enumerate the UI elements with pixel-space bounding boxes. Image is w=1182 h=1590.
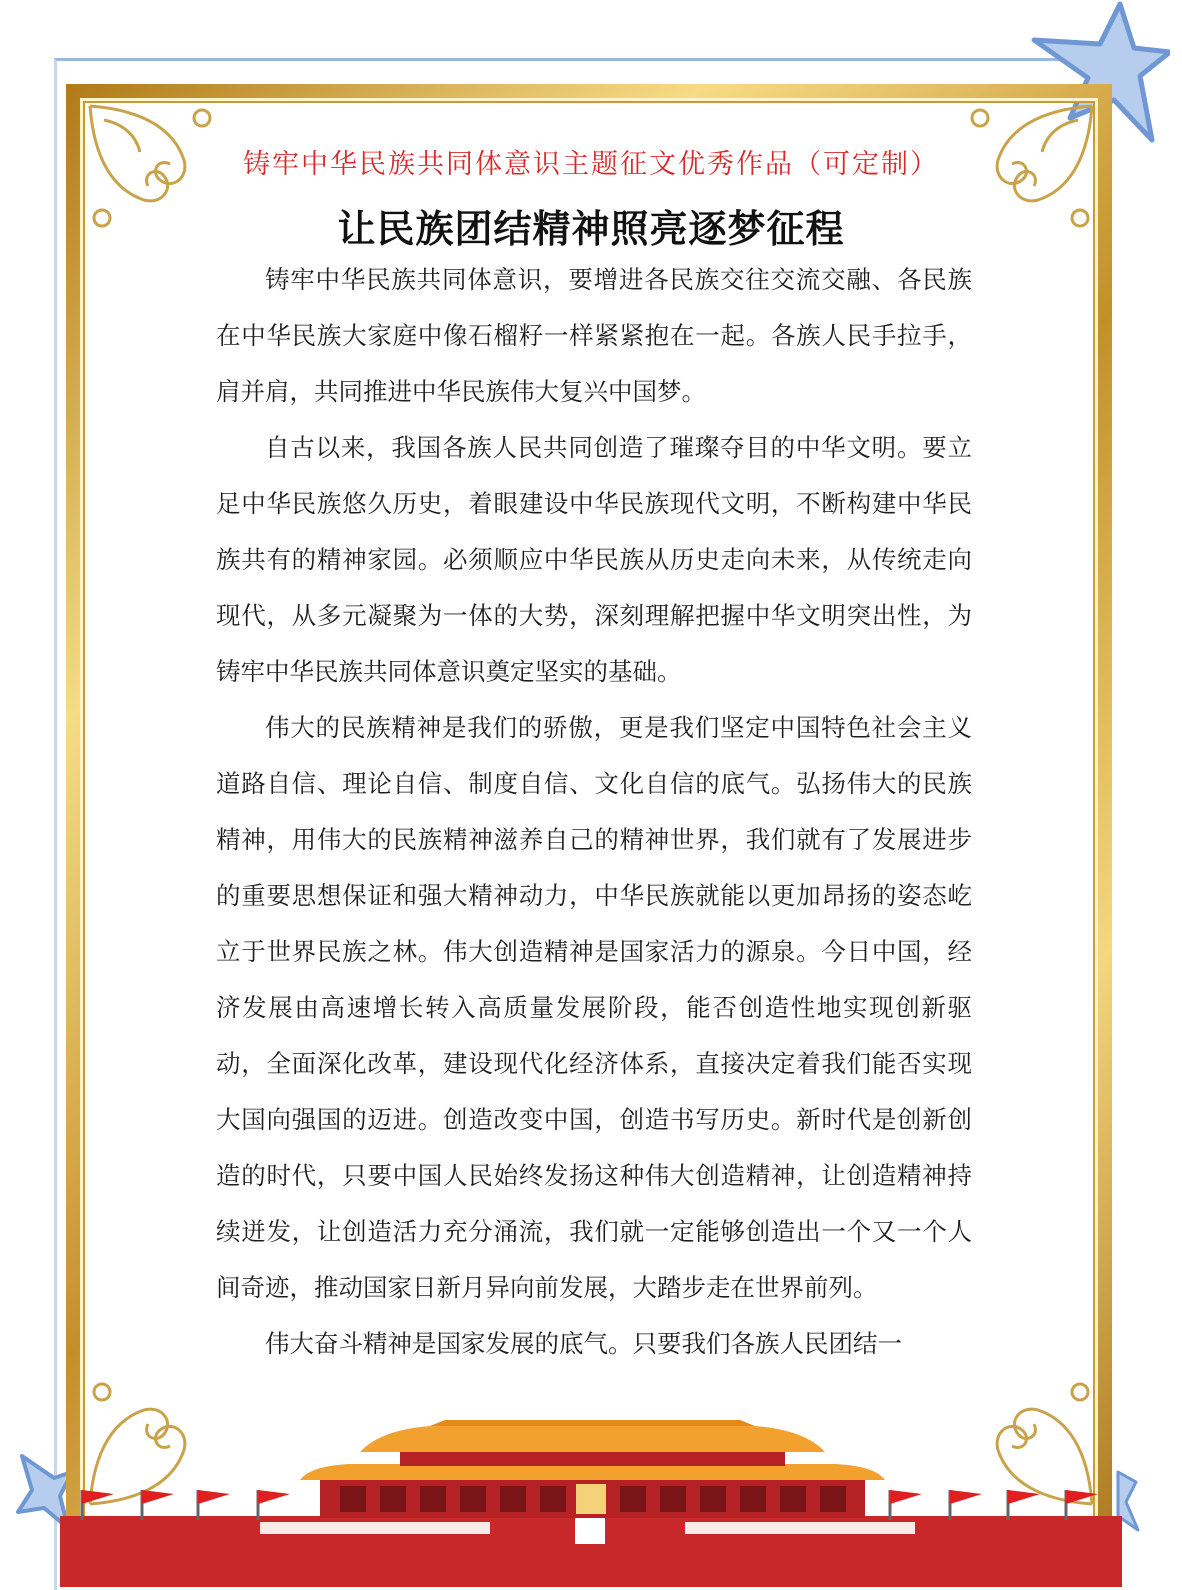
- paragraph: 铸牢中华民族共同体意识，要增进各民族交往交流交融、各民族在中华民族大家庭中像石榴籽一样紧紧抱在一起。各族人民手拉手，肩并肩，共同推进中华民族伟大复兴中国梦。: [216, 265, 972, 406]
- paragraph: 自古以来，我国各族人民共同创造了璀璨夺目的中华文明。要立足中华民族悠久历史，着眼建设中华民族现代文明，不断构建中华民族共有的精神家园。必须顺应中华民族从历史走向未来，从传统走向现代，从多元凝聚为一体的大势，深刻理解把握中华文明突出性，为铸牢中华民族共同体意识奠定坚实的基础。: [216, 433, 972, 686]
- tiananmen-gate-icon: [60, 1418, 1122, 1587]
- page-title: 让民族团结精神照亮逐梦征程: [337, 207, 845, 251]
- paragraph: 伟大奋斗精神是国家发展的底气。只要我们各族人民团结一: [265, 1329, 902, 1358]
- page-subtitle: 铸牢中华民族共同体意识主题征文优秀作品（可定制）: [243, 149, 939, 180]
- red-flag-icon: [82, 1490, 290, 1520]
- article-body: [216, 252, 972, 1372]
- red-flag-icon: [890, 1490, 1098, 1520]
- paragraph: 伟大的民族精神是我们的骄傲，更是我们坚定中国特色社会主义道路自信、理论自信、制度自信、文化自信的底气。弘扬伟大的民族精神，用伟大的民族精神滋养自己的精神世界，我们就有了发展进步的重要思想保证和强大精神动力，中华民族就能以更加昂扬的姿态屹立于世界民族之林。伟大创造精神是国家活力的源泉。今日中国，经济发展由高速增长转入高质量发展阶段，能否创造性地实现创新驱动，全面深化改革，建设现代化经济体系，直接决定着我们能否实现大国向强国的迈进。创造改变中国，创造书写历史。新时代是创新创造的时代，只要中国人民始终发扬这种伟大创造精神，让创造精神持续迸发，让创造活力充分涌流，我们就一定能够创造出一个又一个人间奇迹，推动国家日新月异向前发展，大踏步走在世界前列。: [216, 713, 972, 1302]
